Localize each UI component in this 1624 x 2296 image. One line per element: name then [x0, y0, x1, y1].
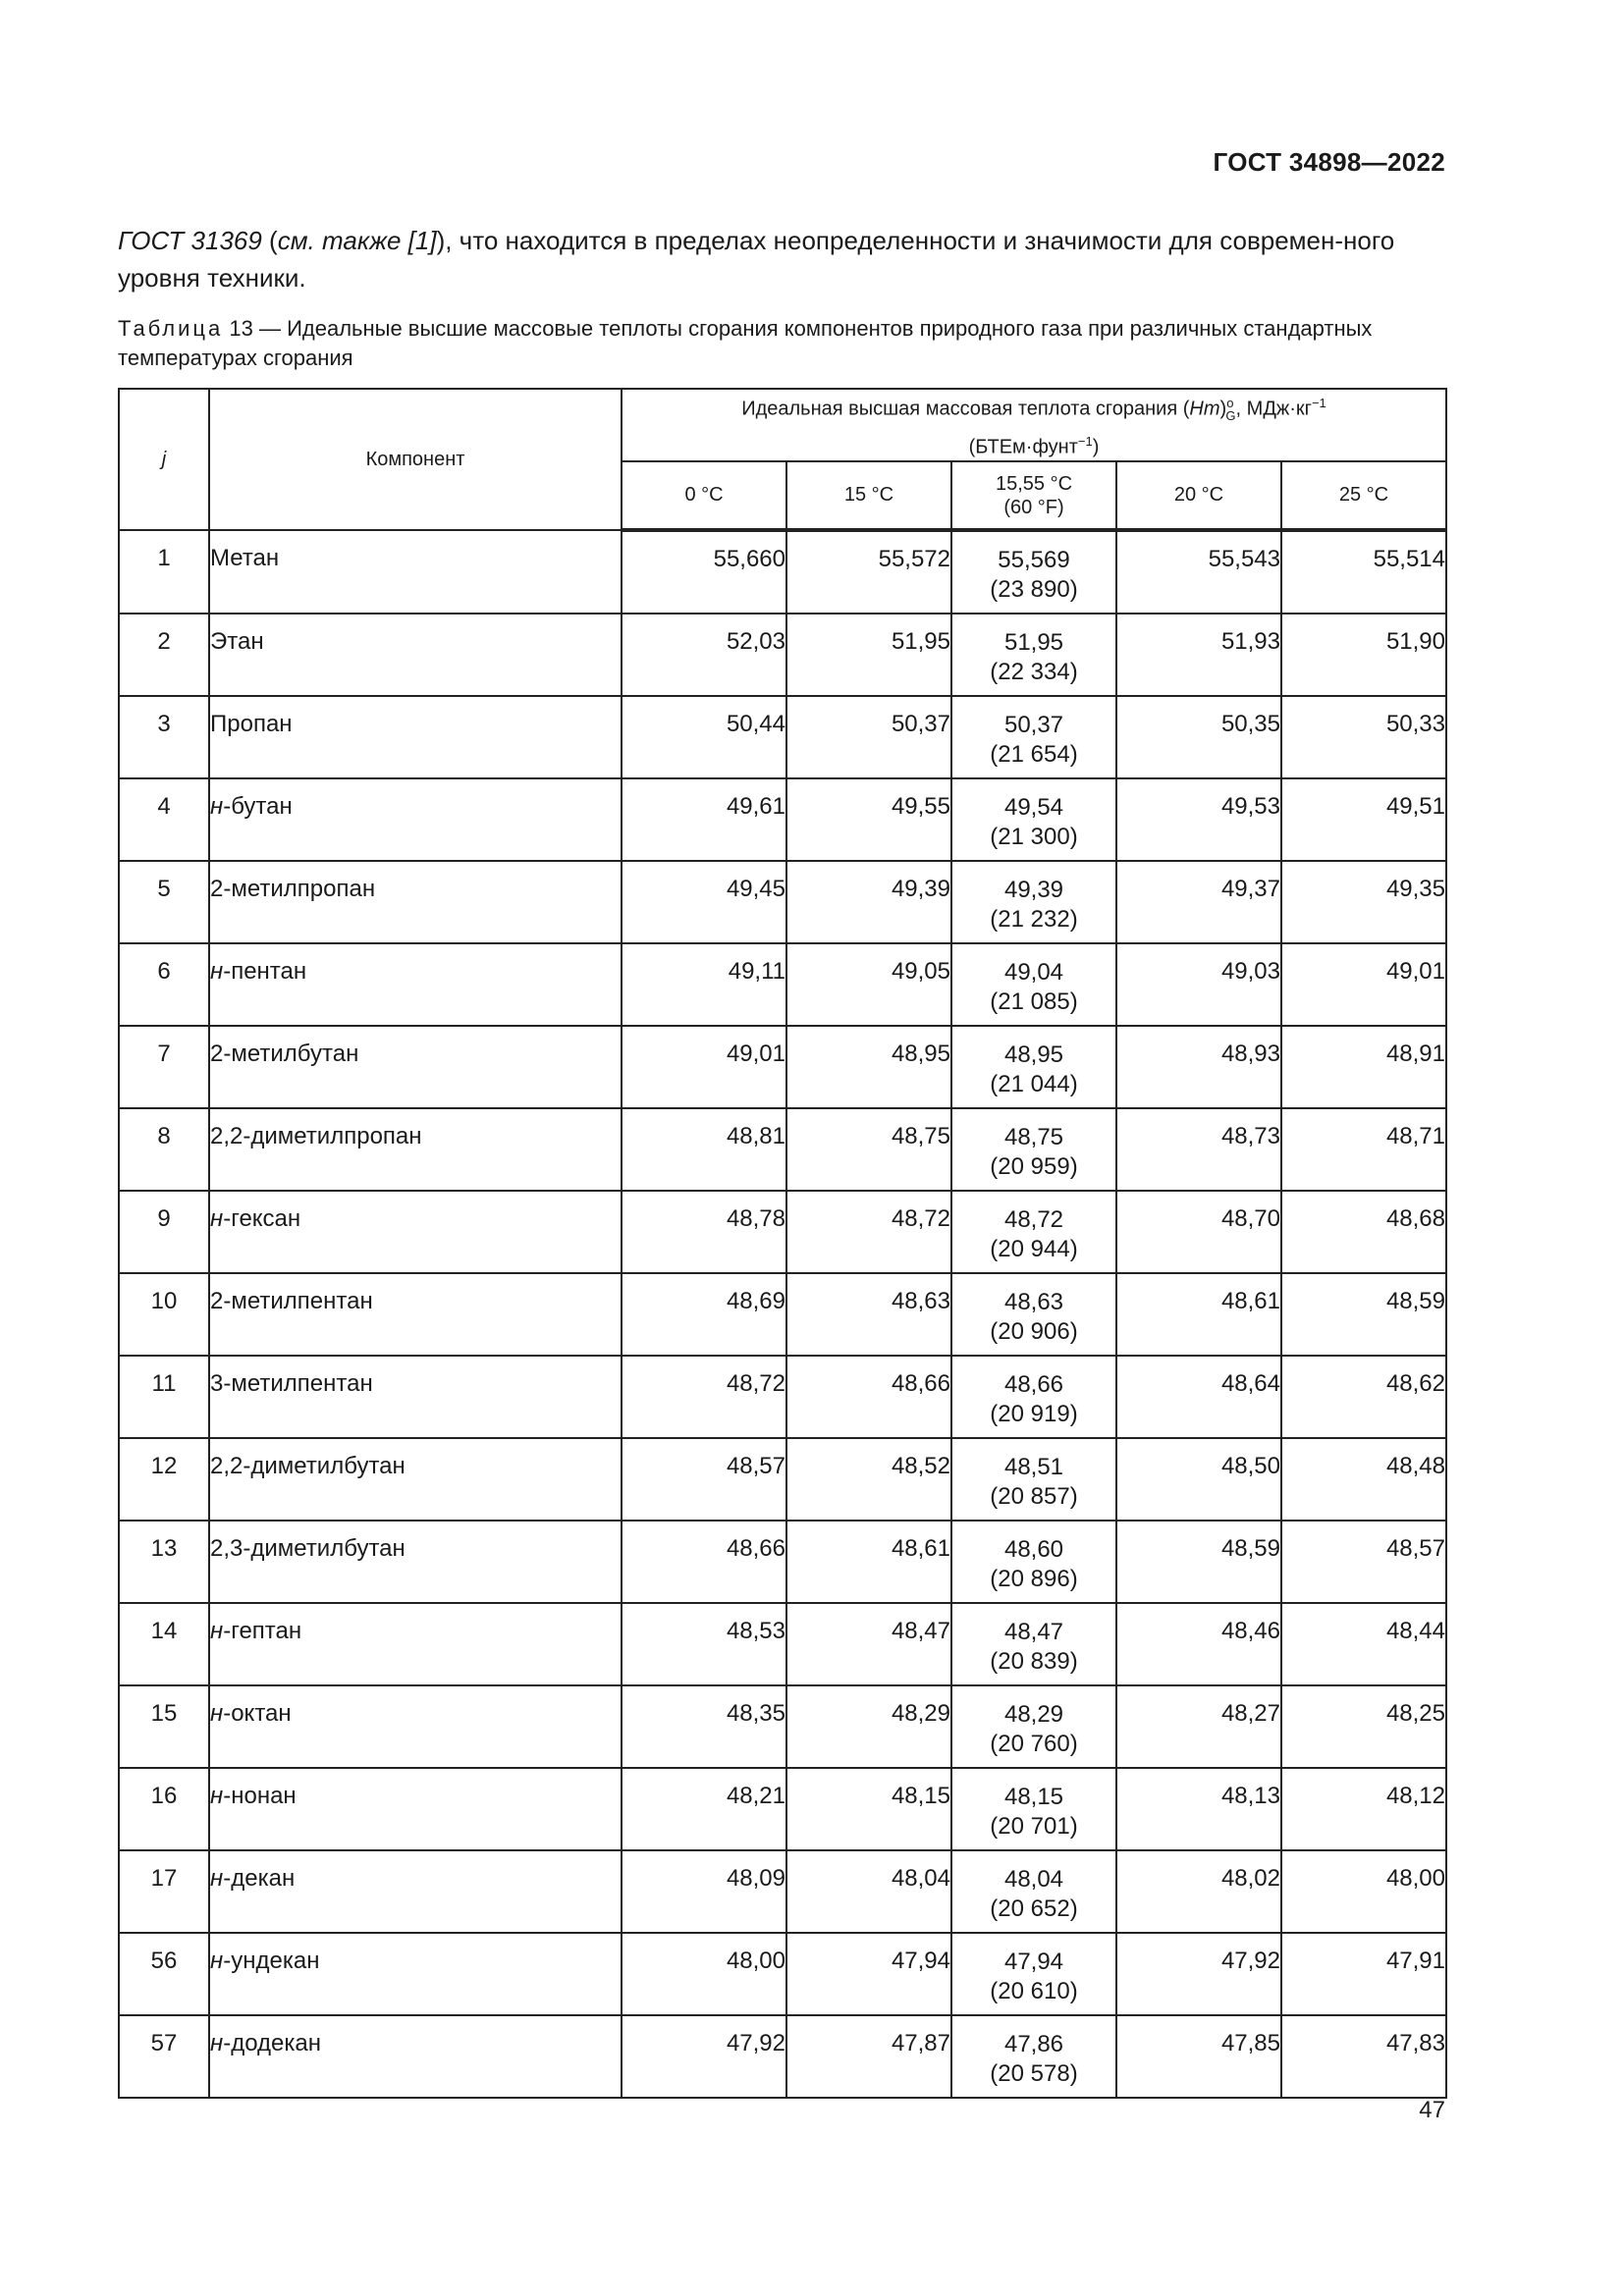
cell-25c: 48,68	[1281, 1191, 1446, 1273]
cell-15c: 48,15	[786, 1768, 951, 1850]
cell-1555c	[951, 778, 1116, 861]
cell-15c: 48,72	[786, 1191, 951, 1273]
cell-15c: 48,63	[786, 1273, 951, 1356]
cell-0c: 47,92	[622, 2015, 786, 2098]
cell-1555c-mj: 48,29	[1003, 1701, 1064, 1728]
cell-component	[209, 1850, 622, 1933]
cell-0c: 49,61	[622, 778, 786, 861]
group-header-sup: o	[1226, 395, 1234, 410]
cell-component	[209, 614, 622, 696]
cell-1555c-btu: (23 890)	[990, 576, 1078, 603]
table-row	[119, 1438, 1446, 1521]
cell-15c: 48,61	[786, 1521, 951, 1603]
cell-j: 6	[119, 943, 209, 1026]
cell-j: 8	[119, 1108, 209, 1191]
table-row	[119, 1521, 1446, 1603]
cell-1555c-btu: (20 578)	[990, 2060, 1078, 2087]
component-italic-prefix: н	[210, 1700, 224, 1727]
cell-25c: 48,12	[1281, 1768, 1446, 1850]
cell-1555c-btu: (20 839)	[990, 1648, 1078, 1675]
cell-25c: 49,35	[1281, 861, 1446, 943]
table-caption	[118, 314, 1445, 373]
cell-component	[209, 1191, 622, 1273]
table-caption-text: 13 — Идеальные высшие массовые теплоты сгорания компонентов природного газа при различных стандартных температурах сгорания	[118, 316, 1373, 370]
cell-j: 7	[119, 1026, 209, 1108]
cell-20c: 48,70	[1116, 1191, 1281, 1273]
cell-1555c-mj: 51,95	[1003, 629, 1064, 656]
component-name: 2-метилпропан	[210, 876, 376, 902]
component-italic-prefix: н	[210, 2030, 224, 2056]
cell-1555c-mj: 48,95	[1003, 1041, 1064, 1068]
cell-0c: 48,09	[622, 1850, 786, 1933]
cell-1555c-mj: 48,60	[1003, 1536, 1064, 1563]
cell-component	[209, 1108, 622, 1191]
cell-1555c	[951, 861, 1116, 943]
cell-0c: 52,03	[622, 614, 786, 696]
cell-j: 57	[119, 2015, 209, 2098]
cell-20c: 48,46	[1116, 1603, 1281, 1685]
cell-component	[209, 1438, 622, 1521]
cell-1555c	[951, 614, 1116, 696]
cell-component	[209, 696, 622, 778]
cell-1555c-mj: 48,15	[1003, 1784, 1064, 1810]
component-name: 2,2-диметилпропан	[210, 1123, 422, 1149]
cell-20c: 48,93	[1116, 1026, 1281, 1108]
cell-25c: 48,71	[1281, 1108, 1446, 1191]
cell-component	[209, 1026, 622, 1108]
cell-0c: 49,11	[622, 943, 786, 1026]
cell-1555c-mj: 48,75	[1003, 1124, 1064, 1150]
intro-rest: ), что находится в пределах неопределенности и значимости для современ-ного уровня техники.	[118, 226, 1395, 293]
cell-j: 4	[119, 778, 209, 861]
component-name: 2,2-диметилбутан	[210, 1453, 406, 1479]
cell-1555c-mj: 48,63	[1003, 1289, 1064, 1315]
cell-component	[209, 1603, 622, 1685]
cell-20c: 47,92	[1116, 1933, 1281, 2015]
table-row	[119, 1026, 1446, 1108]
table-body	[119, 530, 1446, 2098]
cell-component	[209, 1933, 622, 2015]
cell-j: 16	[119, 1768, 209, 1850]
column-header-1555c-line1: 15,55 °C	[995, 472, 1073, 495]
cell-1555c	[951, 943, 1116, 1026]
cell-1555c	[951, 1685, 1116, 1768]
cell-15c: 48,66	[786, 1356, 951, 1438]
cell-15c: 49,39	[786, 861, 951, 943]
component-name: -ундекан	[223, 1948, 320, 1974]
cell-1555c-btu: (20 959)	[990, 1153, 1078, 1180]
cell-15c: 48,47	[786, 1603, 951, 1685]
cell-j: 9	[119, 1191, 209, 1273]
cell-1555c-mj: 47,86	[1003, 2031, 1064, 2057]
table-row	[119, 1685, 1446, 1768]
cell-25c: 49,01	[1281, 943, 1446, 1026]
cell-20c: 48,64	[1116, 1356, 1281, 1438]
cell-25c: 55,514	[1281, 530, 1446, 614]
cell-0c: 48,00	[622, 1933, 786, 2015]
cell-25c: 47,91	[1281, 1933, 1446, 2015]
component-name: Пропан	[210, 711, 293, 737]
cell-20c: 47,85	[1116, 2015, 1281, 2098]
cell-j: 17	[119, 1850, 209, 1933]
group-header-unit-exp: −1	[1311, 395, 1326, 410]
component-name: -октан	[223, 1700, 292, 1727]
cell-25c: 48,00	[1281, 1850, 1446, 1933]
page-number: 47	[1419, 2097, 1445, 2123]
cell-j: 10	[119, 1273, 209, 1356]
cell-20c: 48,27	[1116, 1685, 1281, 1768]
component-name: 2-метилбутан	[210, 1041, 359, 1067]
cell-component	[209, 1685, 622, 1768]
group-header-unit: , МДж·кг	[1235, 398, 1312, 420]
cell-15c: 49,55	[786, 778, 951, 861]
cell-1555c-btu: (20 610)	[990, 1978, 1078, 2004]
cell-1555c-mj: 48,51	[1003, 1454, 1064, 1480]
cell-j: 5	[119, 861, 209, 943]
component-name: -гептан	[223, 1618, 302, 1644]
cell-20c: 49,53	[1116, 778, 1281, 861]
cell-j: 14	[119, 1603, 209, 1685]
cell-1555c	[951, 1026, 1116, 1108]
cell-20c: 48,02	[1116, 1850, 1281, 1933]
table-row	[119, 1933, 1446, 2015]
cell-0c: 48,78	[622, 1191, 786, 1273]
cell-25c: 48,62	[1281, 1356, 1446, 1438]
cell-15c: 50,37	[786, 696, 951, 778]
cell-25c: 48,25	[1281, 1685, 1446, 1768]
intro-ref-standard: ГОСТ 31369	[118, 226, 262, 255]
cell-1555c-btu: (22 334)	[990, 659, 1078, 685]
cell-0c: 49,01	[622, 1026, 786, 1108]
intro-paragraph	[118, 222, 1445, 296]
table-caption-label: Таблица	[118, 316, 224, 341]
cell-15c: 48,04	[786, 1850, 951, 1933]
component-name: -нонан	[223, 1783, 297, 1809]
cell-1555c-btu: (21 085)	[990, 988, 1078, 1015]
cell-1555c-btu: (20 701)	[990, 1813, 1078, 1840]
cell-j: 1	[119, 530, 209, 614]
cell-15c: 49,05	[786, 943, 951, 1026]
cell-25c: 50,33	[1281, 696, 1446, 778]
cell-1555c-mj: 48,04	[1003, 1866, 1064, 1893]
cell-15c: 51,95	[786, 614, 951, 696]
column-header-15c: 15 °C	[786, 461, 951, 530]
cell-1555c-mj: 49,54	[1003, 794, 1064, 821]
column-header-component: Компонент	[209, 389, 622, 530]
table-row	[119, 1273, 1446, 1356]
column-header-0c: 0 °C	[622, 461, 786, 530]
cell-1555c-btu: (20 906)	[990, 1318, 1078, 1345]
table-row	[119, 2015, 1446, 2098]
component-name: -бутан	[223, 793, 293, 820]
cell-1555c	[951, 696, 1116, 778]
cell-1555c	[951, 1356, 1116, 1438]
cell-j: 15	[119, 1685, 209, 1768]
cell-0c: 48,66	[622, 1521, 786, 1603]
table-row	[119, 530, 1446, 614]
group-header-close: )	[1092, 436, 1100, 458]
cell-0c: 48,57	[622, 1438, 786, 1521]
table-row	[119, 1356, 1446, 1438]
table-row	[119, 861, 1446, 943]
component-italic-prefix: н	[210, 1205, 224, 1232]
cell-1555c-btu: (21 232)	[990, 906, 1078, 933]
cell-component	[209, 530, 622, 614]
group-header-text-2: (БТЕм·фунт	[968, 436, 1078, 458]
cell-0c: 48,53	[622, 1603, 786, 1685]
cell-j: 3	[119, 696, 209, 778]
group-header-unit2-exp: −1	[1077, 433, 1093, 449]
component-name: 2,3-диметилбутан	[210, 1535, 406, 1562]
component-italic-prefix: н	[210, 793, 224, 820]
cell-20c: 48,59	[1116, 1521, 1281, 1603]
cell-component	[209, 861, 622, 943]
cell-1555c	[951, 1108, 1116, 1191]
table-row	[119, 696, 1446, 778]
table-row	[119, 1768, 1446, 1850]
component-italic-prefix: н	[210, 1865, 224, 1892]
cell-j: 56	[119, 1933, 209, 2015]
cell-1555c-mj: 48,47	[1003, 1619, 1064, 1645]
table-row	[119, 943, 1446, 1026]
table-row	[119, 1603, 1446, 1685]
cell-1555c	[951, 1933, 1116, 2015]
cell-0c: 55,660	[622, 530, 786, 614]
table-row	[119, 1108, 1446, 1191]
cell-component	[209, 778, 622, 861]
cell-1555c-mj: 49,39	[1003, 877, 1064, 903]
table-row	[119, 1191, 1446, 1273]
cell-1555c	[951, 1273, 1116, 1356]
cell-0c: 48,72	[622, 1356, 786, 1438]
heating-value-table	[118, 388, 1447, 2099]
group-header-sub: G	[1225, 407, 1236, 423]
cell-1555c	[951, 1521, 1116, 1603]
cell-15c: 48,75	[786, 1108, 951, 1191]
component-name: 3-метилпентан	[210, 1370, 373, 1397]
cell-1555c-mj: 48,72	[1003, 1206, 1064, 1233]
cell-1555c-btu: (20 760)	[990, 1731, 1078, 1757]
component-name: -декан	[223, 1865, 296, 1892]
component-name: -додекан	[223, 2030, 322, 2056]
cell-0c: 49,45	[622, 861, 786, 943]
cell-1555c-btu: (20 896)	[990, 1566, 1078, 1592]
group-header-symbol: Hm	[1189, 398, 1220, 420]
cell-20c: 48,13	[1116, 1768, 1281, 1850]
cell-1555c	[951, 1438, 1116, 1521]
cell-20c: 48,61	[1116, 1273, 1281, 1356]
cell-component	[209, 943, 622, 1026]
cell-1555c-mj: 47,94	[1003, 1949, 1064, 1975]
cell-1555c-mj: 50,37	[1003, 712, 1064, 738]
cell-1555c-mj: 49,04	[1003, 959, 1064, 986]
cell-1555c	[951, 1850, 1116, 1933]
cell-1555c-mj: 48,66	[1003, 1371, 1064, 1398]
cell-component	[209, 1273, 622, 1356]
column-group-header: Идеальная высшая массовая теплота сгорания $(Hm)^o_G$, $МДж\cdot кг^{-1}$ (БТЕм·фунт$^{-1}$)	[622, 389, 1446, 461]
column-header-1555c	[951, 461, 1116, 530]
cell-25c: 51,90	[1281, 614, 1446, 696]
cell-20c: 51,93	[1116, 614, 1281, 696]
cell-15c: 48,95	[786, 1026, 951, 1108]
cell-20c: 49,37	[1116, 861, 1281, 943]
cell-1555c-btu: (20 944)	[990, 1236, 1078, 1262]
cell-20c: 48,50	[1116, 1438, 1281, 1521]
cell-j: 2	[119, 614, 209, 696]
cell-1555c-btu: (21 300)	[990, 824, 1078, 850]
component-italic-prefix: н	[210, 1783, 224, 1809]
cell-0c: 48,21	[622, 1768, 786, 1850]
cell-1555c	[951, 1603, 1116, 1685]
table-row	[119, 614, 1446, 696]
component-italic-prefix: н	[210, 1948, 224, 1974]
cell-component	[209, 1356, 622, 1438]
cell-1555c-btu: (20 857)	[990, 1483, 1078, 1510]
cell-15c: 47,94	[786, 1933, 951, 2015]
component-name: Этан	[210, 628, 264, 655]
cell-0c: 48,81	[622, 1108, 786, 1191]
intro-paren: (	[261, 226, 278, 255]
cell-component	[209, 2015, 622, 2098]
group-header-text-1: Идеальная высшая массовая теплота сгорания (	[741, 398, 1190, 420]
cell-0c: 48,69	[622, 1273, 786, 1356]
cell-25c: 49,51	[1281, 778, 1446, 861]
cell-20c: 48,73	[1116, 1108, 1281, 1191]
cell-25c: 48,59	[1281, 1273, 1446, 1356]
intro-see-also: см. также [1]	[277, 226, 437, 255]
component-name: Метан	[210, 545, 280, 571]
column-header-20c: 20 °C	[1116, 461, 1281, 530]
cell-component	[209, 1521, 622, 1603]
cell-15c: 47,87	[786, 2015, 951, 2098]
cell-15c: 55,572	[786, 530, 951, 614]
cell-25c: 48,44	[1281, 1603, 1446, 1685]
table-row	[119, 778, 1446, 861]
cell-1555c	[951, 530, 1116, 614]
cell-25c: 48,48	[1281, 1438, 1446, 1521]
cell-25c: 48,91	[1281, 1026, 1446, 1108]
cell-1555c-btu: (20 919)	[990, 1401, 1078, 1427]
table-row	[119, 1850, 1446, 1933]
cell-0c: 48,35	[622, 1685, 786, 1768]
cell-j: 11	[119, 1356, 209, 1438]
column-header-25c: 25 °C	[1281, 461, 1446, 530]
cell-j: 12	[119, 1438, 209, 1521]
cell-1555c-btu: (21 654)	[990, 741, 1078, 768]
cell-1555c-mj: 55,569	[998, 547, 1070, 573]
cell-j: 13	[119, 1521, 209, 1603]
cell-1555c	[951, 2015, 1116, 2098]
cell-component	[209, 1768, 622, 1850]
cell-20c: 50,35	[1116, 696, 1281, 778]
cell-0c: 50,44	[622, 696, 786, 778]
component-name: -гексан	[223, 1205, 301, 1232]
column-header-1555c-line2: (60 °F)	[1003, 496, 1064, 518]
cell-20c: 49,03	[1116, 943, 1281, 1026]
cell-1555c	[951, 1191, 1116, 1273]
cell-1555c	[951, 1768, 1116, 1850]
component-italic-prefix: н	[210, 958, 224, 985]
cell-15c: 48,52	[786, 1438, 951, 1521]
cell-25c: 48,57	[1281, 1521, 1446, 1603]
component-name: 2-метилпентан	[210, 1288, 373, 1314]
component-name: -пентан	[223, 958, 307, 985]
document-code: ГОСТ 34898—2022	[1213, 147, 1445, 177]
cell-20c: 55,543	[1116, 530, 1281, 614]
column-header-j: j	[119, 389, 209, 530]
cell-15c: 48,29	[786, 1685, 951, 1768]
cell-1555c-btu: (20 652)	[990, 1896, 1078, 1922]
cell-25c: 47,83	[1281, 2015, 1446, 2098]
component-italic-prefix: н	[210, 1618, 224, 1644]
cell-1555c-btu: (21 044)	[990, 1071, 1078, 1097]
